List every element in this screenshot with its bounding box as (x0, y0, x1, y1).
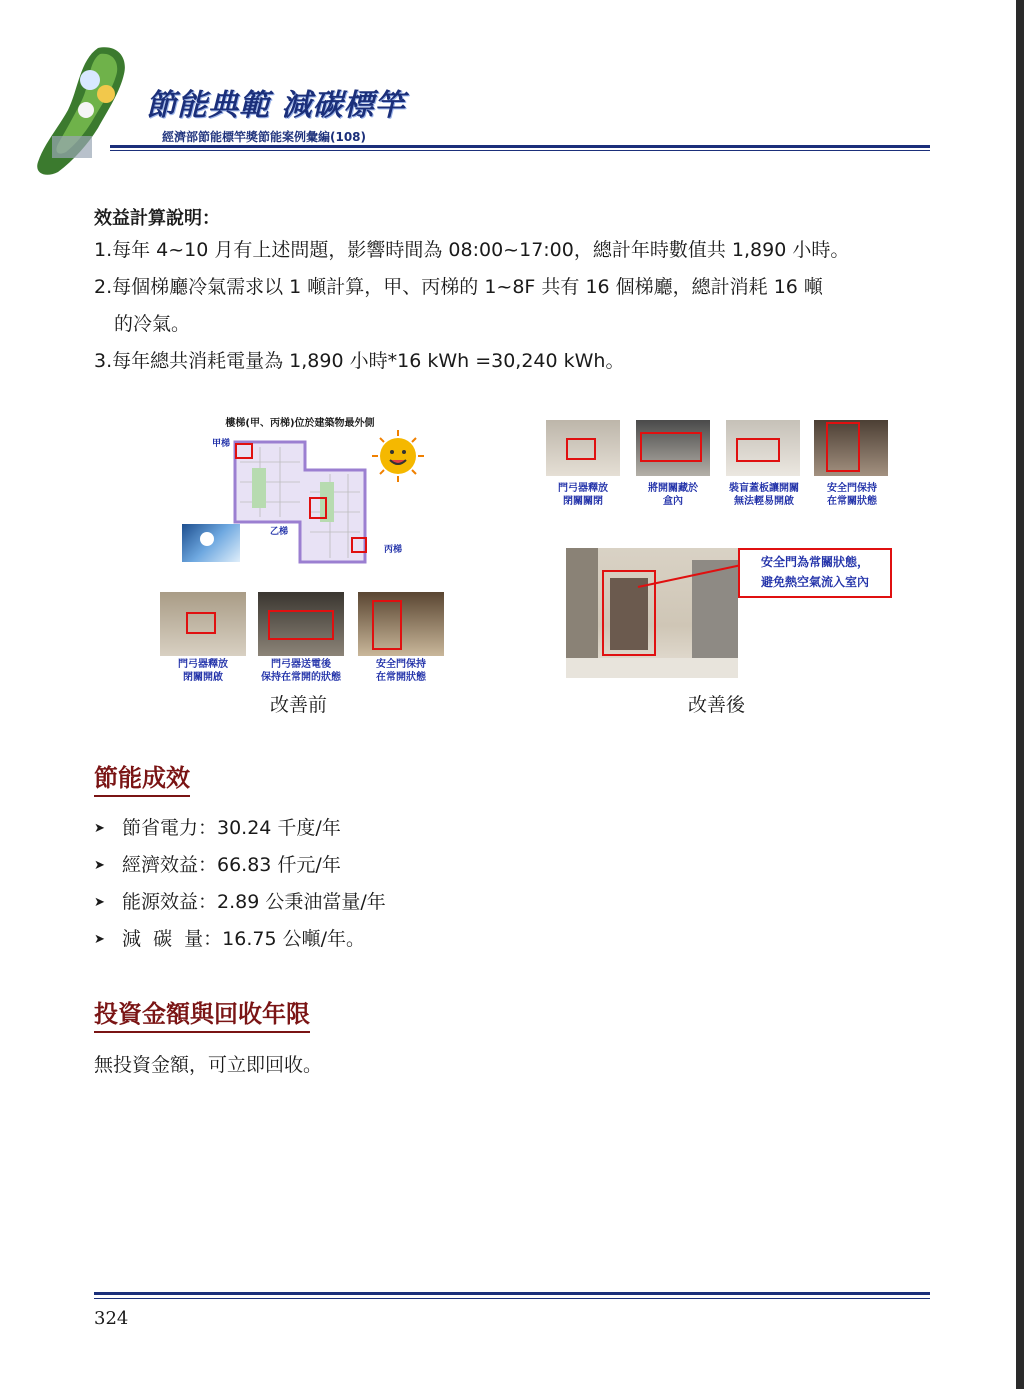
calculation-lines (94, 232, 940, 380)
list-item: ➤ 能源效益：2.89 公秉油當量/年 (94, 884, 386, 921)
stair-jia-label: 甲梯 (212, 439, 231, 449)
calculation-line-3: 3.每年總共消耗電量為 1,890 小時*16 kWh =30,240 kWh。 (94, 350, 625, 372)
stair-bing-label: 丙梯 (384, 545, 403, 555)
before-photo-2-label: 門弓器送電後 保持在常開的狀態 (261, 659, 341, 683)
after-callout: 安全門為常關狀態， 避免熱空氣流入室內 (738, 548, 892, 598)
after-photo-3-label: 裝盲蓋板讓開關 無法輕易開啟 (729, 483, 799, 507)
after-corridor-photo (566, 548, 738, 678)
footer-rule (94, 1292, 930, 1295)
after-photo-2-label: 將開關藏於 盒內 (648, 483, 698, 507)
header-title: 節能典範 減碳標竿 (146, 88, 406, 123)
before-photo-3-label: 安全門保持 在常開狀態 (376, 659, 426, 683)
sky-photo (182, 524, 240, 562)
after-photo-1 (546, 420, 620, 476)
before-caption: 改善前 (270, 694, 328, 716)
header-rule (110, 145, 930, 148)
arrow-bullet-icon: ➤ (94, 821, 105, 836)
stair-yi-label: 乙梯 (270, 527, 289, 537)
list-item: ➤ 節省電力：30.24 千度/年 (94, 810, 386, 847)
footer-rule-thin (94, 1298, 930, 1299)
before-photo-1 (160, 592, 246, 656)
before-figure (160, 412, 450, 694)
arrow-bullet-icon: ➤ (94, 932, 105, 947)
calculation-line-2-cont: 的冷氣。 (114, 313, 191, 335)
list-item: ➤ 減 碳 量：16.75 公噸/年。 (94, 921, 386, 958)
calculation-line-2: 2.每個梯廳冷氣需求以 1 噸計算，甲、丙梯的 1~8F 共有 16 個梯廳，總計消耗 16 噸 (94, 276, 823, 298)
page-edge (1016, 0, 1024, 1389)
before-photo-1-label: 門弓器釋放 閉關開啟 (178, 659, 228, 683)
investment-text: 無投資金額，可立即回收。 (94, 1054, 323, 1076)
after-photo-4 (814, 420, 888, 476)
before-photo-3 (358, 592, 444, 656)
header-rule-thin (110, 150, 930, 151)
list-item: ➤ 經濟效益：66.83 仟元/年 (94, 847, 386, 884)
after-photo-1-label: 門弓器釋放 閉關關閉 (558, 483, 608, 507)
after-figure (546, 418, 892, 682)
taiwan-logo (28, 40, 148, 180)
after-photo-4-label: 安全門保持 在常關狀態 (827, 483, 877, 507)
after-photo-3 (726, 420, 800, 476)
savings-list (94, 810, 386, 958)
before-photo-2 (258, 592, 344, 656)
page-number: 324 (94, 1308, 129, 1329)
calculation-line-1: 1.每年 4~10 月有上述問題，影響時間為 08:00~17:00，總計年時數值共 1,890 小時。 (94, 239, 850, 261)
savings-title: 節能成效 (94, 758, 190, 797)
after-caption: 改善後 (688, 694, 746, 716)
floor-map-title: 樓梯(甲、丙梯)位於建築物最外側 (225, 418, 375, 429)
after-photo-2 (636, 420, 710, 476)
arrow-bullet-icon: ➤ (94, 895, 105, 910)
arrow-bullet-icon: ➤ (94, 858, 105, 873)
header-subtitle: 經濟部節能標竿獎節能案例彙編(108) (162, 130, 367, 144)
investment-title: 投資金額與回收年限 (94, 994, 310, 1033)
calculation-title: 效益計算說明： (94, 208, 220, 229)
